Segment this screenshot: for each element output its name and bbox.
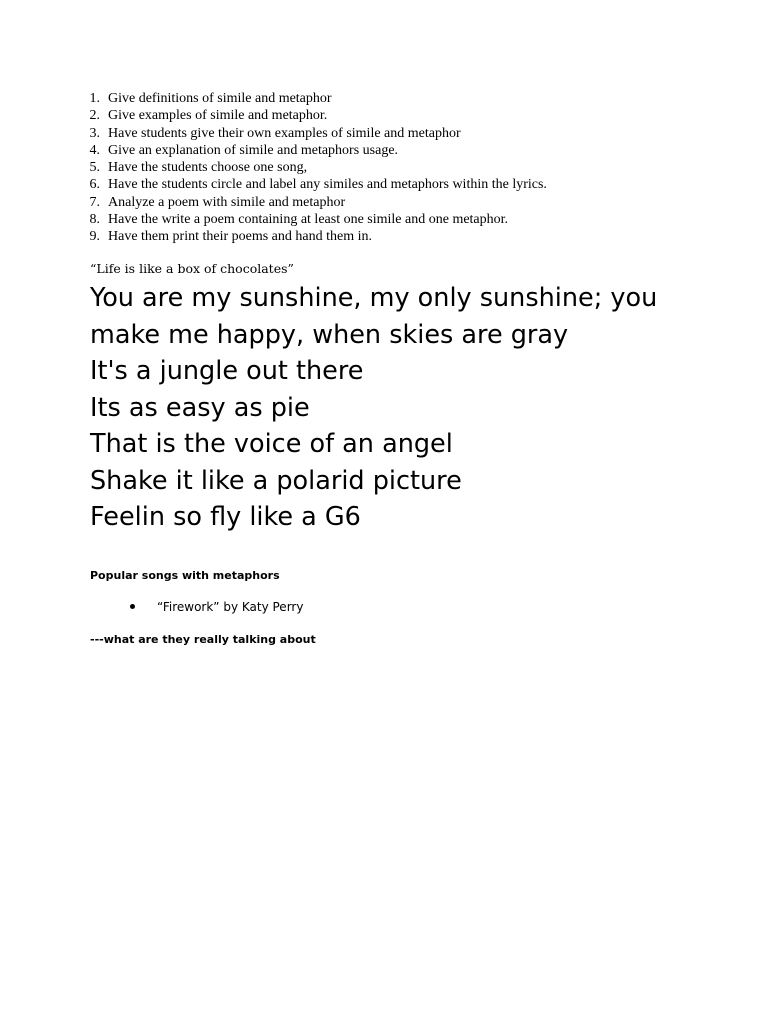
- list-item: [89, 142, 547, 159]
- list-number: 3.: [89, 125, 100, 141]
- songs-heading: Popular songs with metaphors: [90, 569, 280, 582]
- song-title: “Firework” by Katy Perry: [157, 600, 304, 614]
- followup-note: ---what are they really talking about: [90, 633, 316, 646]
- list-text: Give an explanation of simile and metaphors usage.: [108, 142, 399, 158]
- song-bullet-item: [130, 600, 303, 614]
- lyric-line: It's a jungle out there: [90, 356, 364, 386]
- list-text: Have the write a poem containing at least one simile and one metaphor.: [108, 212, 509, 228]
- lyric-line: Shake it like a polarid picture: [90, 465, 462, 496]
- list-text: Analyze a poem with simile and metaphor: [108, 194, 346, 210]
- list-text: Have students give their own examples of simile and metaphor: [108, 125, 461, 141]
- list-item: [89, 194, 547, 211]
- list-text: Give definitions of simile and metaphor: [108, 91, 332, 106]
- list-text: Have the students choose one song,: [108, 160, 308, 176]
- list-number: 1.: [89, 91, 100, 106]
- list-text: Have the students circle and label any similes and metaphors within the lyrics.: [108, 177, 547, 193]
- list-item: [89, 228, 547, 245]
- list-number: 6.: [89, 177, 100, 193]
- lyric-line: That is the voice of an angel: [90, 429, 453, 459]
- list-number: 2.: [89, 108, 100, 124]
- list-number: 4.: [89, 142, 100, 158]
- lyric-line: Its as easy as pie: [90, 392, 310, 423]
- lyric-line: Feelin so fly like a G6: [90, 502, 361, 532]
- bullet-icon: [130, 604, 135, 609]
- list-number: 5.: [89, 160, 100, 176]
- list-number: 9.: [89, 229, 100, 245]
- lyric-line: make me happy, when skies are gray: [90, 319, 569, 350]
- list-item: [89, 125, 547, 142]
- chocolates-quote: “Life is like a box of chocolates”: [90, 261, 294, 276]
- list-text: Give examples of simile and metaphor.: [108, 108, 328, 124]
- list-item: [89, 176, 547, 193]
- list-text: Have them print their poems and hand them in.: [108, 229, 372, 245]
- lyrics-examples: [90, 280, 730, 536]
- list-item: [89, 211, 547, 228]
- list-item: [89, 107, 547, 124]
- list-number: 8.: [89, 212, 100, 228]
- lyric-line: You are my sunshine, my only sunshine; you: [90, 283, 658, 313]
- lesson-steps-list: [89, 90, 547, 246]
- list-number: 7.: [89, 194, 100, 210]
- list-item: [89, 159, 547, 176]
- list-item: [89, 90, 547, 107]
